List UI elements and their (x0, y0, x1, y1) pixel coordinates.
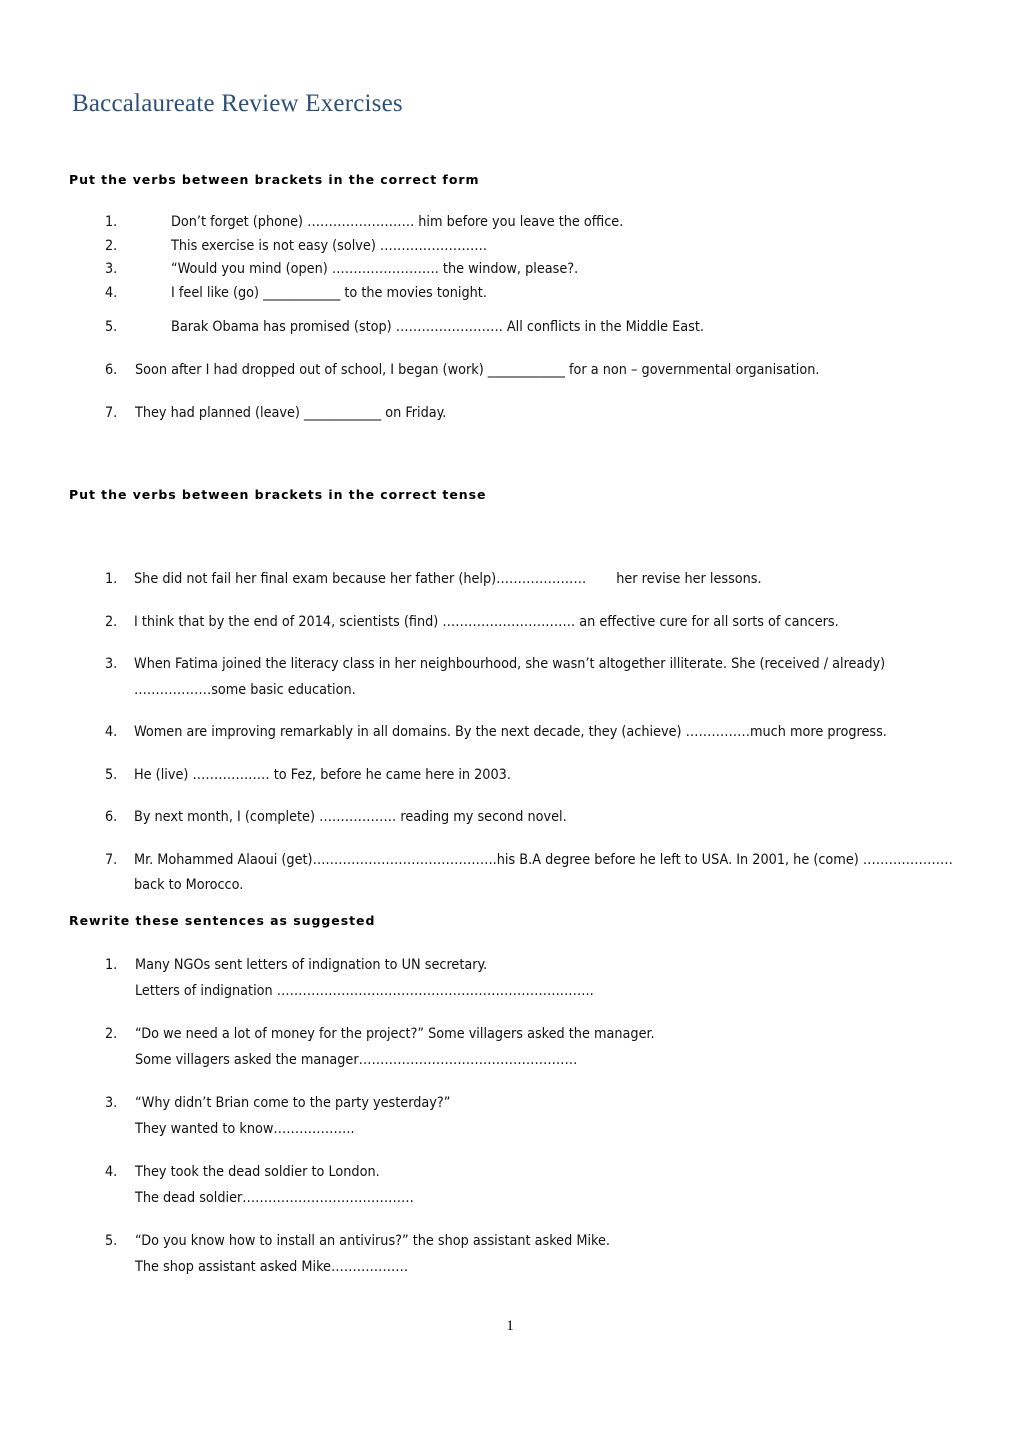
page-number: 1 (506, 1318, 514, 1334)
item-text: When Fatima joined the literacy class in her neighbourhood, she wasn’t altogether illiterate. She (received / already) ………………some basic education. (134, 656, 886, 698)
list-item (105, 720, 960, 746)
item-number: 6. (105, 809, 118, 825)
item-answer-line: Some villagers asked the manager…………………………………………… (135, 1051, 578, 1068)
section-heading-rewrite: Rewrite these sentences as suggested (69, 913, 376, 928)
item-number: 2. (105, 1026, 118, 1042)
list-item (105, 282, 935, 306)
item-text: By next month, I (complete) ……………… reading my second novel. (134, 809, 567, 825)
list-item (105, 1022, 925, 1073)
section-heading-verb-tense: Put the verbs between brackets in the correct tense (69, 487, 487, 502)
item-number: 4. (105, 1164, 118, 1180)
exercise-list-tense (105, 567, 960, 916)
item-number: 1. (105, 571, 118, 587)
item-number: 1. (105, 214, 118, 230)
item-text: Women are improving remarkably in all domains. By the next decade, they (achieve) ……………much more progress. (134, 724, 887, 740)
list-item (105, 258, 935, 282)
item-number: 4. (105, 284, 118, 301)
page-title: Baccalaureate Review Exercises (72, 89, 403, 117)
item-number: 7. (105, 851, 118, 868)
item-text: This exercise is not easy (solve) ……………………. (171, 237, 487, 254)
list-item (105, 235, 935, 259)
list-item (105, 652, 960, 703)
list-item (105, 610, 960, 636)
item-number: 5. (105, 766, 118, 783)
list-item (105, 359, 945, 383)
item-answer-line: The dead soldier…………………………………. (135, 1189, 414, 1206)
item-text: “Would you mind (open) ……………………. the window, please?. (171, 261, 579, 277)
item-text: Mr. Mohammed Alaoui (get)…………………………………….his B.A degree before he left to USA. In 2001, he (come) …………………back to Morocco. (134, 851, 953, 893)
item-number: 5. (105, 1233, 118, 1249)
item-number: 3. (105, 1095, 118, 1111)
item-text: I feel like (go) ____________ to the movies tonight. (171, 284, 487, 301)
list-item (105, 953, 925, 1004)
section-heading-verb-form: Put the verbs between brackets in the correct form (69, 172, 480, 187)
item-text: Soon after I had dropped out of school, I began (work) ____________ for a non – governmental organisation. (135, 362, 820, 378)
item-prompt: “Do we need a lot of money for the project?” Some villagers asked the manager. (135, 1026, 655, 1042)
list-item (105, 1160, 925, 1211)
list-item (105, 1091, 925, 1142)
list-item (105, 211, 935, 235)
item-prompt: “Do you know how to install an antivirus?” the shop assistant asked Mike. (135, 1233, 610, 1249)
exercise-list-form-part-b (105, 316, 935, 340)
list-item (105, 805, 960, 831)
item-number: 3. (105, 656, 118, 672)
item-number: 4. (105, 724, 118, 740)
list-item (105, 848, 960, 899)
item-number: 2. (105, 237, 118, 254)
item-number: 3. (105, 261, 118, 277)
item-text-after: her revise her lessons. (616, 571, 762, 587)
exercise-list-form-part-a (105, 211, 935, 305)
item-number: 2. (105, 613, 118, 630)
list-item (105, 402, 945, 426)
exercise-list-rewrite (105, 953, 925, 1298)
item-number: 6. (105, 362, 118, 378)
item-text: He (live) ……………… to Fez, before he came here in 2003. (134, 766, 511, 783)
item-answer-line: They wanted to know………………. (135, 1120, 355, 1137)
exercise-list-form-part-c (105, 359, 945, 444)
item-text: I think that by the end of 2014, scientists (find) …………………………. an effective cure for all sorts of cancers. (134, 613, 839, 630)
item-number: 7. (105, 404, 118, 421)
item-text: They had planned (leave) ____________ on Friday. (135, 404, 447, 421)
list-item (105, 763, 960, 789)
item-text: Barak Obama has promised (stop) ……………………. All conflicts in the Middle East. (171, 319, 704, 335)
item-answer-line: Letters of indignation ……………………………………………………………….. (135, 982, 594, 999)
item-text (134, 567, 960, 593)
item-answer-line: The shop assistant asked Mike……………… (135, 1258, 409, 1275)
list-item (105, 567, 960, 593)
item-number: 1. (105, 957, 118, 973)
item-text-before: She did not fail her final exam because her father (help)………………… (134, 571, 587, 587)
item-prompt: “Why didn’t Brian come to the party yesterday?” (135, 1095, 451, 1111)
item-number: 5. (105, 319, 118, 335)
item-prompt: They took the dead soldier to London. (135, 1164, 380, 1180)
item-text: Don’t forget (phone) ……………………. him before you leave the office. (171, 214, 624, 230)
list-item (105, 1229, 925, 1280)
list-item (105, 316, 935, 340)
item-prompt: Many NGOs sent letters of indignation to UN secretary. (135, 957, 488, 973)
